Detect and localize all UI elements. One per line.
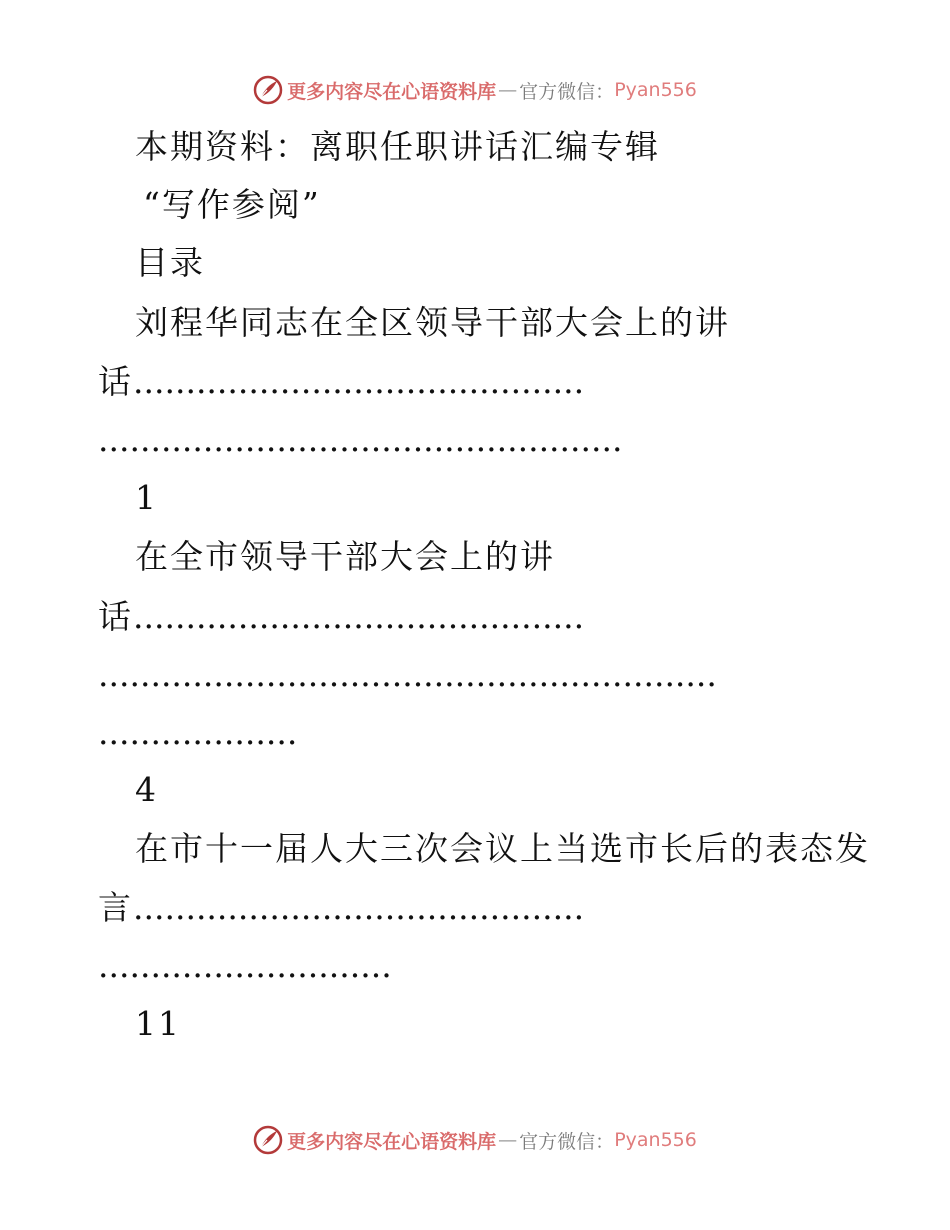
- toc-entry-1-page: 1: [135, 478, 158, 517]
- watermark-wechat-label: 官方微信：: [519, 1130, 615, 1153]
- quill-logo-icon: [253, 1125, 283, 1155]
- toc-entry-3-title-cont: [98, 888, 584, 928]
- quill-logo-icon: [253, 75, 283, 105]
- toc-entry-2-leader-cont-2: ...................: [98, 713, 298, 752]
- watermark-text: 更多内容尽在心语资料库: [287, 80, 497, 103]
- toc-entry-3-title: 在市十一届人大三次会议上当选市长后的表态发: [135, 829, 870, 868]
- toc-entry-3-page: 11: [135, 1004, 181, 1043]
- toc-entry-2-title: 在全市领导干部大会上的讲: [135, 537, 555, 576]
- toc-entry-1-title: 刘程华同志在全区领导干部大会上的讲: [135, 303, 730, 342]
- toc-entry-3-title-end: 言: [98, 888, 133, 927]
- watermark-text: 更多内容尽在心语资料库: [287, 1130, 497, 1153]
- toc-entry-1-leader-cont: ..................................................: [98, 420, 623, 459]
- toc-label: 目录: [135, 243, 205, 282]
- watermark-banner-bottom: [0, 1120, 950, 1160]
- document-subheading: “写作参阅”: [143, 185, 321, 224]
- watermark-wechat-id: Pyan556: [614, 1129, 697, 1151]
- watermark-separator: —: [498, 1129, 518, 1151]
- watermark-separator: —: [498, 79, 518, 101]
- toc-entry-1-title-cont: [98, 362, 584, 402]
- toc-entry-2-title-end: 话: [98, 597, 133, 636]
- toc-entry-3-leader-cont: ............................: [98, 946, 392, 985]
- watermark-wechat-id: Pyan556: [614, 79, 697, 101]
- toc-entry-1-title-end: 话: [98, 362, 133, 401]
- toc-entry-2-page: 4: [135, 770, 158, 809]
- watermark-banner-top: [0, 70, 950, 110]
- toc-entry-1-leader: ...........................................: [133, 362, 585, 401]
- toc-entry-2-title-cont: [98, 597, 584, 637]
- watermark-wechat-label: 官方微信：: [519, 80, 615, 103]
- toc-entry-3-leader: ...........................................: [133, 888, 585, 927]
- document-heading: 本期资料：离职任职讲话汇编专辑: [135, 127, 660, 166]
- toc-entry-2-leader: ...........................................: [133, 597, 585, 636]
- toc-entry-2-leader-cont: ...........................................................: [98, 655, 717, 694]
